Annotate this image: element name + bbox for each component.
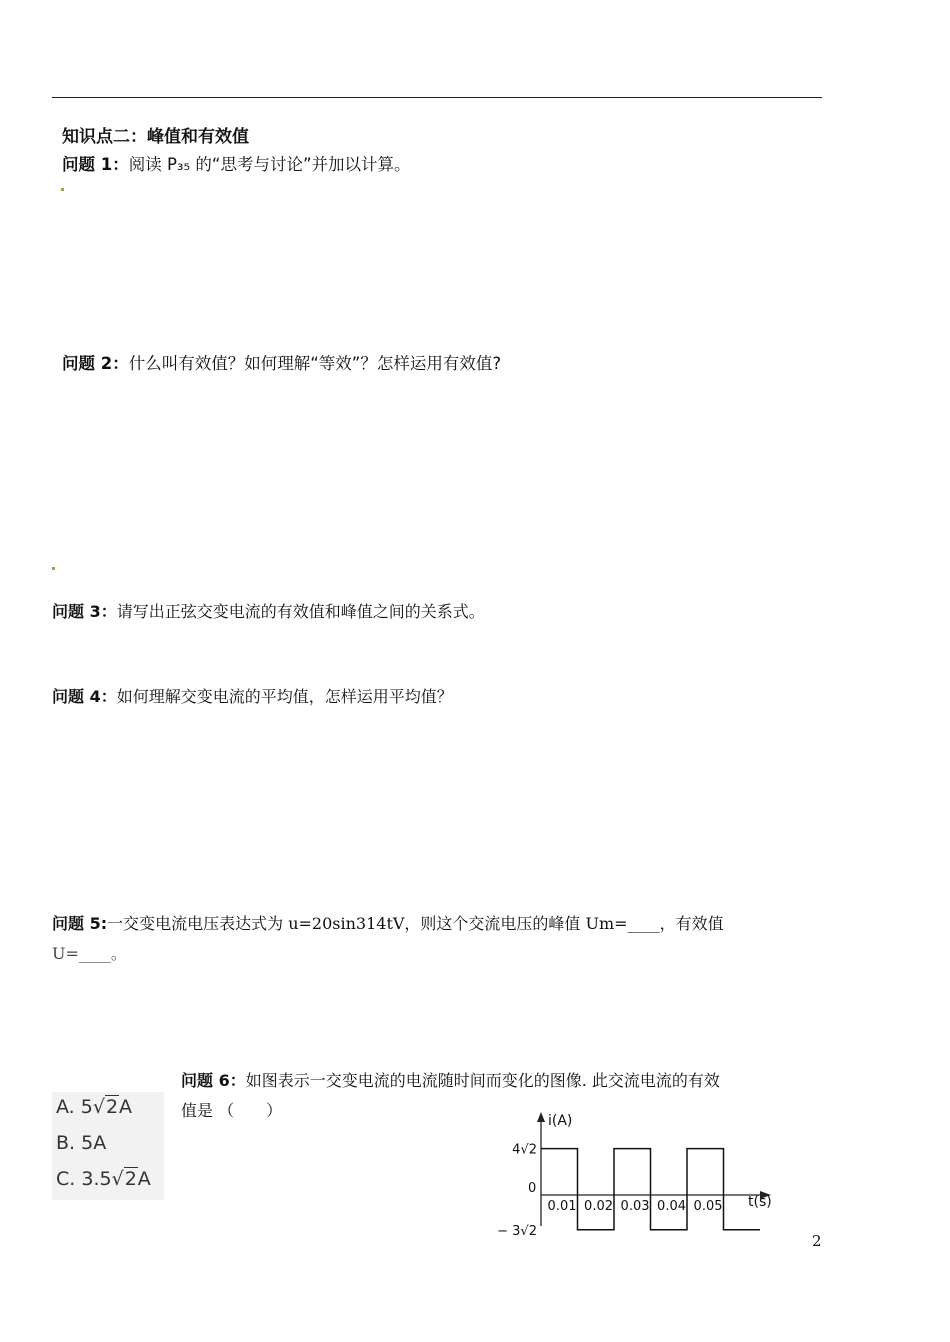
section-heading: 知识点二：峰值和有效值 — [62, 127, 249, 147]
y-tick-label-negative: − 3√2 — [497, 1223, 537, 1236]
current-time-chart — [488, 1106, 788, 1236]
current-waveform — [541, 1149, 760, 1230]
option-b-unit: A — [93, 1132, 107, 1154]
answer-options — [52, 1092, 164, 1200]
option-b[interactable] — [56, 1132, 106, 1154]
question-4 — [52, 682, 453, 712]
question-2-text: 什么叫有效值？如何理解“等效”？怎样运用有效值? — [128, 354, 502, 373]
y-tick-label-positive: 4√2 — [512, 1142, 537, 1158]
question-1 — [62, 151, 411, 175]
option-c-letter: C. — [56, 1168, 76, 1190]
option-c-sqrt: √2 — [111, 1168, 137, 1190]
marker-dot — [52, 567, 55, 570]
x-tick-label: 0.04 — [657, 1199, 686, 1214]
option-b-letter: B. — [56, 1132, 76, 1154]
question-2 — [62, 350, 501, 374]
x-tick-label: 0.05 — [693, 1199, 723, 1214]
question-5-line1: 一交变电流电压表达式为 u=20sin314tV，则这个交流电压的峰值 Um=____，有效值 — [107, 914, 724, 933]
question-5 — [52, 909, 827, 969]
question-6-line1: 如图表示一交变电流的电流随时间而变化的图像. 此交流电流的有效 — [245, 1071, 720, 1090]
x-tick-label: 0.02 — [584, 1199, 613, 1214]
page-number: 2 — [812, 1232, 822, 1250]
question-3-text: 请写出正弦交变电流的有效值和峰值之间的关系式。 — [116, 602, 485, 621]
marker-dot — [61, 188, 64, 191]
option-a-radicand: 2 — [105, 1096, 119, 1118]
option-b-coef: 5 — [81, 1132, 94, 1154]
x-tick-label: 0.03 — [620, 1199, 650, 1214]
option-a[interactable] — [56, 1096, 132, 1118]
question-6-line2: 值是 （ ） — [181, 1101, 283, 1120]
question-1-text: 阅读 P₃₅ 的“思考与讨论”并加以计算。 — [128, 155, 411, 174]
question-3-label: 问题 3： — [52, 602, 117, 621]
option-a-sqrt: √2 — [92, 1096, 119, 1118]
x-axis-label: t(s) — [748, 1194, 772, 1210]
option-c-unit: A — [137, 1168, 151, 1190]
question-5-label: 问题 5: — [52, 914, 108, 933]
option-c[interactable] — [56, 1168, 151, 1190]
question-4-label: 问题 4： — [52, 687, 117, 706]
origin-label: 0 — [528, 1181, 537, 1196]
y-axis-label: i(A) — [548, 1113, 573, 1129]
question-4-text: 如何理解交变电流的平均值，怎样运用平均值？ — [116, 687, 453, 706]
y-axis-arrow — [537, 1112, 545, 1122]
option-c-coef: 3.5 — [81, 1168, 112, 1190]
option-a-unit: A — [119, 1096, 133, 1118]
question-6-label: 问题 6： — [181, 1071, 246, 1090]
question-1-label: 问题 1： — [62, 155, 129, 174]
question-3 — [52, 597, 485, 627]
option-a-letter: A. — [56, 1096, 75, 1118]
header-rule — [52, 97, 822, 98]
option-c-radicand: 2 — [124, 1168, 137, 1190]
question-5-line2: U=____。 — [52, 944, 127, 963]
x-tick-label: 0.01 — [547, 1199, 577, 1214]
option-a-coef: 5 — [80, 1096, 93, 1118]
question-2-label: 问题 2： — [62, 354, 129, 373]
